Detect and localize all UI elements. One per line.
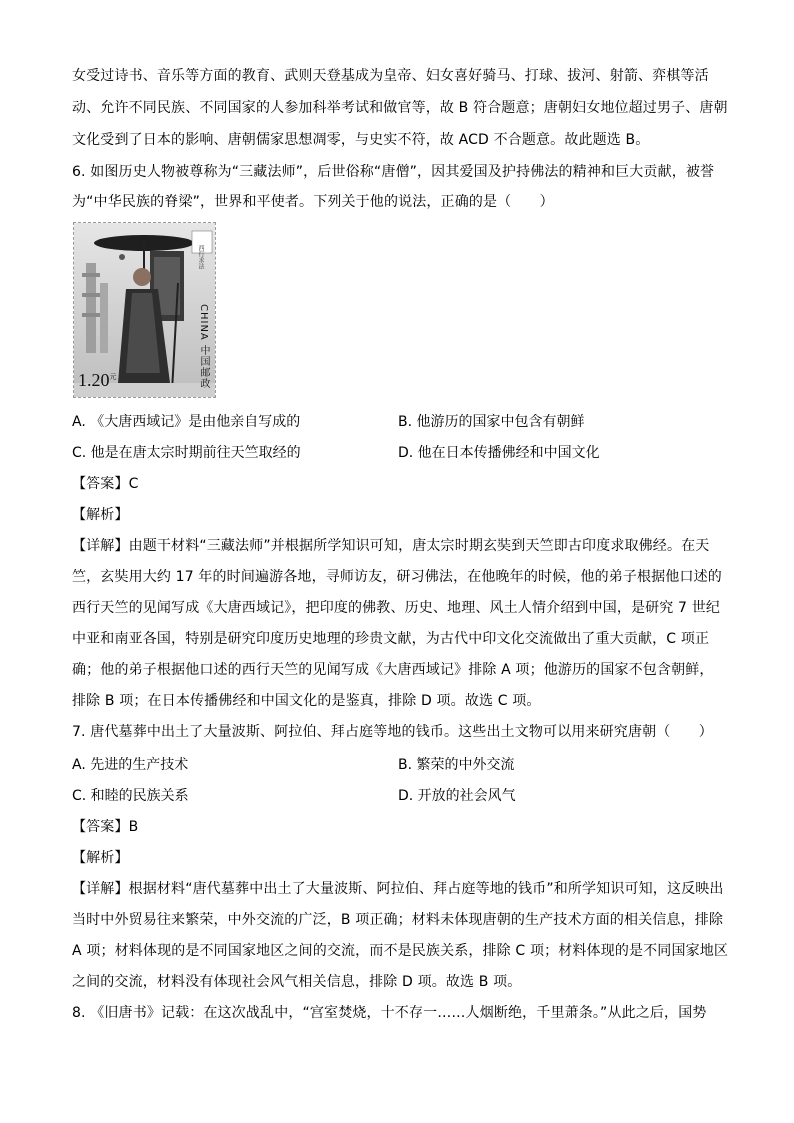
q7-option-a: A. 先进的生产技术 bbox=[72, 757, 189, 773]
q6-stem-line-1: 6. 如图历史人物被尊称为“三藏法师”，后世俗称“唐僧”，因其爱国及护持佛法的精神和巨大贡献，被誉 bbox=[72, 164, 715, 180]
stamp-series-text: 西行求法 bbox=[197, 245, 204, 269]
q6-detail-line-4: 中亚和南亚各国，特别是研究印度历史地理的珍贵文献，为古代中印文化交流做出了重大贡献，C 项正 bbox=[72, 631, 710, 647]
q8-stem-line-1: 8. 《旧唐书》记载：在这次战乱中，“宫室焚烧，十不存一……人烟断绝，千里萧条。”从此之后，国势 bbox=[72, 1005, 707, 1021]
q6-detail-line-6: 排除 B 项；在日本传播佛经和中国文化的是鉴真，排除 D 项。故选 C 项。 bbox=[72, 693, 541, 709]
q6-option-a: A. 《大唐西域记》是由他亲自写成的 bbox=[72, 414, 301, 430]
q6-option-c: C. 他是在唐太宗时期前往天竺取经的 bbox=[72, 445, 301, 461]
q6-option-d: D. 他在日本传播佛经和中国文化 bbox=[398, 445, 600, 461]
q7-detail-line-3: A 项；材料体现的是不同国家地区之间的交流，而不是民族关系，排除 C 项；材料体现的是不同国家地区 bbox=[72, 943, 729, 959]
q7-stem: 7. 唐代墓葬中出土了大量波斯、阿拉伯、拜占庭等地的钱币。这些出土文物可以用来研究唐朝（ ） bbox=[72, 724, 713, 740]
q6-stem-line-2: 为“中华民族的脊梁”，世界和平使者。下列关于他的说法，正确的是（ ） bbox=[72, 194, 554, 210]
q7-detail-line-4: 之间的交流，材料没有体现社会风气相关信息，排除 D 项。故选 B 项。 bbox=[72, 974, 522, 990]
q6-detail-line-1: 【详解】由题干材料“三藏法师”并根据所学知识可知，唐太宗时期玄奘到天竺即古印度求取佛经。在天 bbox=[72, 538, 710, 554]
q7-detail-line-1: 【详解】根据材料“唐代墓葬中出土了大量波斯、阿拉伯、拜占庭等地的钱币”和所学知识可知，这反映出 bbox=[72, 881, 724, 897]
q5-analysis-line-3: 文化受到了日本的影响、唐朝儒家思想凋零，与史实不符，故 ACD 不合题意。故此题选 B。 bbox=[72, 132, 650, 148]
q7-detail-line-2: 当时中外贸易往来繁荣，中外交流的广泛，B 项正确；材料未体现唐朝的生产技术方面的相关信息，排除 bbox=[72, 912, 724, 928]
stamp-country-text: CHINA 中国邮政 bbox=[198, 304, 209, 389]
q7-analysis-label: 【解析】 bbox=[72, 850, 129, 866]
q5-analysis-line-2: 动、允许不同民族、不同国家的人参加科举考试和做官等，故 B 符合题意；唐朝妇女地位超过男子、唐朝 bbox=[72, 100, 728, 116]
q5-analysis-line-1: 女受过诗书、音乐等方面的教育、武则天登基成为皇帝、妇女喜好骑马、打球、拔河、射箭、弈棋等活 bbox=[72, 68, 709, 84]
q6-answer: 【答案】C bbox=[72, 476, 139, 492]
q7-option-b: B. 繁荣的中外交流 bbox=[398, 757, 515, 773]
q7-option-d: D. 开放的社会风气 bbox=[398, 788, 516, 804]
q6-analysis-label: 【解析】 bbox=[72, 507, 129, 523]
q6-detail-line-5: 确；他的弟子根据他口述的西行天竺的见闻写成《大唐西域记》排除 A 项；他游历的国家不包含朝鲜， bbox=[72, 662, 714, 678]
q6-option-b: B. 他游历的国家中包含有朝鲜 bbox=[398, 414, 585, 430]
q6-detail-line-2: 竺，玄奘用大约 17 年的时间遍游各地，寻师访友，研习佛法，在他晚年的时候，他的弟子根据他口述的 bbox=[72, 569, 722, 585]
q6-detail-line-3: 西行天竺的见闻写成《大唐西域记》，把印度的佛教、历史、地理、风土人情介绍到中国，是研究 7 世纪 bbox=[72, 600, 721, 616]
q7-option-c: C. 和睦的民族关系 bbox=[72, 788, 189, 804]
stamp-value: $1.20^元$ bbox=[78, 370, 117, 390]
q7-answer: 【答案】B bbox=[72, 819, 139, 835]
xuanzang-stamp-image bbox=[73, 222, 216, 398]
